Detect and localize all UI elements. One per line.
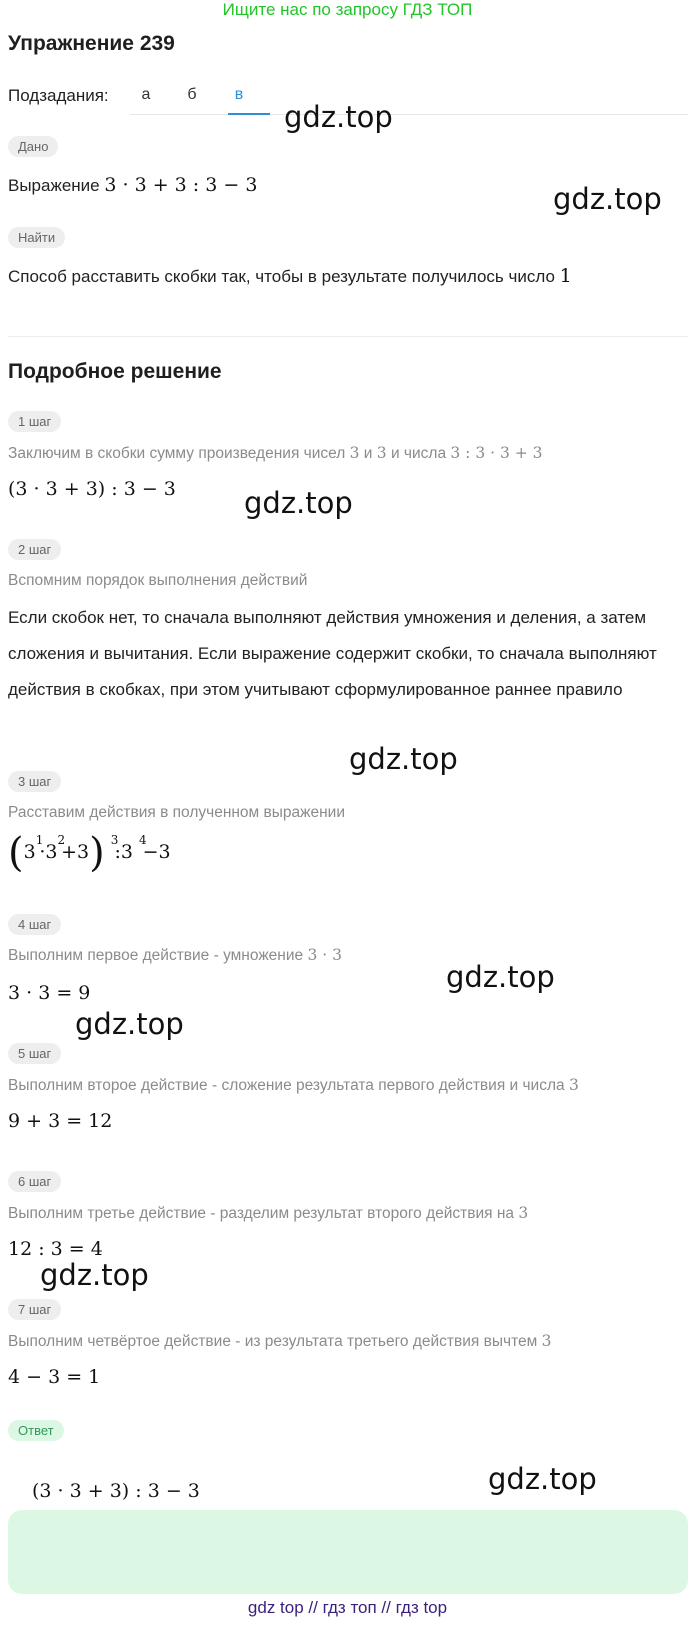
find-chip: Найти [8, 227, 65, 248]
step-desc-text: Заключим в скобки сумму произведения чисел [8, 445, 346, 462]
step-4-chip-wrap [8, 914, 61, 935]
step-1-result: (3 · 3 + 3) : 3 − 3 [8, 478, 176, 500]
step-desc-text: Выполним третье действие - разделим результат второго действия на [8, 1205, 515, 1222]
step-desc-math: 3 [568, 1076, 579, 1094]
step-7-result: 4 − 3 = 1 [8, 1366, 101, 1388]
step-3-chip-wrap [8, 771, 61, 792]
answer-expression: (3 · 3 + 3) : 3 − 3 [32, 1480, 200, 1502]
given-chip: Дано [8, 136, 58, 157]
watermark: gdz.top [553, 182, 662, 216]
step-chip: 4 шаг [8, 914, 61, 935]
step-desc-text: и числа [390, 445, 447, 462]
step-chip: 6 шаг [8, 1171, 61, 1192]
section-divider [8, 336, 688, 337]
answer-chip-wrap [8, 1420, 64, 1441]
step-desc-text: Выполним четвёртое действие - из результата третьего действия вычтем [8, 1333, 538, 1350]
watermark: gdz.top [75, 1007, 184, 1041]
step-desc-text: Выполним второе действие - сложение результата первого действия и числа [8, 1077, 565, 1094]
action-mark: 4 [138, 833, 147, 847]
solution-title: Подробное решение [8, 360, 222, 383]
step-3-desc: Расставим действия в полученном выражении [8, 804, 345, 821]
tab-a[interactable]: а [141, 86, 151, 103]
find-number: 1 [559, 265, 572, 287]
given-chip-wrap [8, 136, 58, 157]
step-desc-math: 3 [541, 1332, 552, 1350]
step-5-result: 9 + 3 = 12 [8, 1110, 113, 1132]
watermark: gdz.top [349, 742, 458, 776]
watermark: gdz.top [40, 1258, 149, 1292]
step-7-chip-wrap [8, 1299, 61, 1320]
step-6-result: 12 : 3 = 4 [8, 1238, 103, 1260]
footer-links[interactable]: gdz top // гдз топ // гдз top [247, 1598, 448, 1617]
open-paren: ( [8, 830, 24, 876]
tabs-divider [130, 114, 688, 115]
find-chip-wrap [8, 227, 65, 248]
step-desc-text: Выполним первое действие - умножение [8, 947, 304, 964]
step-desc-math: 3 : 3 · 3 + 3 [450, 444, 543, 462]
step-5-chip-wrap [8, 1043, 61, 1064]
step-chip: 2 шаг [8, 539, 61, 560]
watermark: gdz.top [488, 1462, 597, 1496]
action-mark: 2 [57, 833, 66, 847]
step-desc-math: 3 [349, 444, 360, 462]
given-text: Выражение [8, 176, 100, 195]
step-chip: 7 шаг [8, 1299, 61, 1320]
tab-v[interactable]: в [234, 86, 244, 103]
step-chip: 1 шаг [8, 411, 61, 432]
answer-box [8, 1510, 688, 1594]
step-2-desc: Вспомним порядок выполнения действий [8, 572, 308, 589]
page-title: Упражнение 239 [8, 32, 175, 55]
step-desc-math: 3 · 3 [307, 946, 342, 964]
answer-chip: Ответ [8, 1420, 64, 1441]
given-expression: 3 · 3 + 3 : 3 − 3 [104, 174, 258, 196]
step-4-desc [8, 946, 342, 965]
step-desc-math: 3 [376, 444, 387, 462]
step-2-chip-wrap [8, 539, 61, 560]
step-7-desc [8, 1332, 551, 1351]
step-desc-text: и [363, 445, 373, 462]
given-line [8, 174, 257, 196]
step-3-expression: $(3^1\cdot 3^2+3)$ $^3$:3 $^4$−3 [8, 830, 171, 876]
step-chip: 3 шаг [8, 771, 61, 792]
step-desc-math: 3 [518, 1204, 529, 1222]
active-tab-indicator [228, 113, 270, 115]
step-4-result: 3 · 3 = 9 [8, 982, 91, 1004]
action-mark: 1 [35, 833, 44, 847]
find-line [8, 265, 572, 287]
close-paren: ) [89, 830, 105, 876]
step-5-desc [8, 1076, 579, 1095]
step-6-desc [8, 1204, 528, 1223]
watermark: gdz.top [284, 100, 393, 134]
step-2-body: Если скобок нет, то сначала выполняют действия умножения и деления, а затем сложения и вычитания. Если выражение содержит скобки, то сначала выполняют действия в скобках, при этом учитывают сформулированное раннее правило [8, 608, 657, 699]
search-banner[interactable]: Ищите нас по запросу ГДЗ ТОП [222, 0, 473, 19]
step-6-chip-wrap [8, 1171, 61, 1192]
step-chip: 5 шаг [8, 1043, 61, 1064]
watermark: gdz.top [446, 960, 555, 994]
subtasks-label: Подзадания: [8, 86, 109, 105]
step-1-chip-wrap [8, 411, 61, 432]
step-1-desc [8, 444, 543, 463]
watermark: gdz.top [244, 486, 353, 520]
find-text: Способ расставить скобки так, чтобы в результате получилось число [8, 267, 555, 286]
action-mark: 3 [110, 833, 119, 847]
tab-b[interactable]: б [187, 86, 197, 103]
